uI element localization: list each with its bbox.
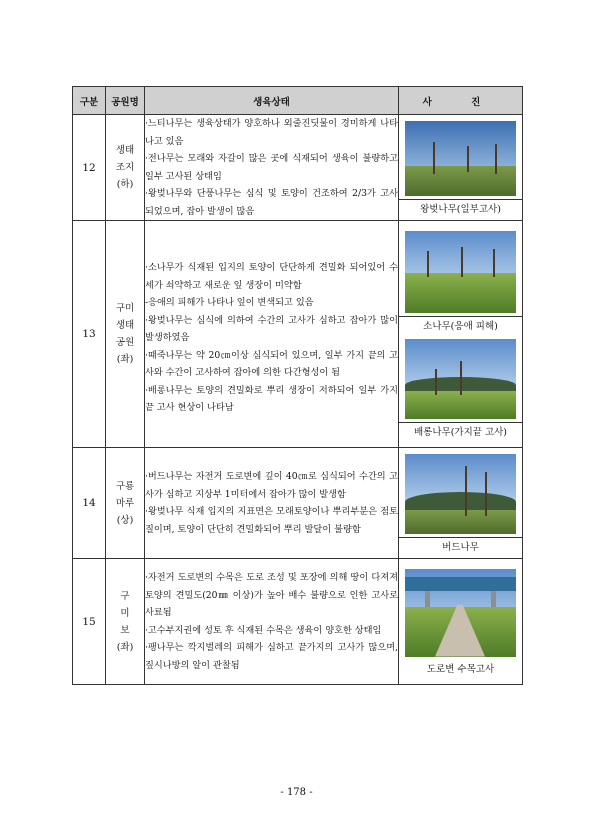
growth-status: [145, 448, 399, 559]
status-line: ·전나무는 모래와 자갈이 많은 곳에 식재되어 생육이 불량하고 일부 고사된 상태임: [145, 153, 398, 182]
photo-caption: 소나무(응애 피해): [399, 316, 522, 336]
row-number: 12: [73, 115, 106, 221]
tree-status-table: [72, 86, 523, 685]
status-line: ·배롱나무는 토양의 견밀화로 뿌리 생장이 저하되어 일부 가지 끝 고사 현상이 나타남: [145, 384, 398, 414]
photo-caption: 배롱나무(가지끝 고사): [399, 422, 522, 442]
row-number: 13: [73, 221, 106, 448]
growth-status: [145, 221, 399, 448]
status-line: ·왕벚나무는 심식에 의하여 수간의 고사가 심하고 잡아가 많이 발생하였음: [145, 314, 398, 344]
photo-cell: [399, 559, 523, 685]
photo-cell: [399, 221, 523, 448]
header-photo: 사 진: [399, 87, 523, 115]
tree-photo: [405, 121, 516, 196]
park-name: 구 미 보 (좌): [106, 559, 145, 685]
park-name: 구룡 마루 (상): [106, 448, 145, 559]
status-line: ·자전거 도로변의 수목은 도로 조성 및 포장에 의해 땅이 다져져 토양의 견밀도(20㎜ 이상)가 높아 배수 불량으로 인한 고사로 사료됨: [145, 572, 398, 618]
row-number: 15: [73, 559, 106, 685]
photo-caption: 도로변 수목고사: [426, 663, 495, 675]
table-row: [73, 448, 523, 559]
status-line: ·고수부지권에 성토 후 식재된 수목은 생육이 양호한 상태임: [145, 624, 382, 636]
tree-photo: [405, 339, 516, 419]
photo-caption: 버드나무: [399, 537, 522, 557]
status-line: -응애의 피해가 나타나 잎이 변색되고 있음: [145, 297, 314, 309]
table-row: [73, 559, 523, 685]
status-line: ·왕벚나무 식재 입지의 지표면은 모래토양이나 뿌리부분은 점토질이며, 토양이 단단히 견밀화되어 뿌리 발달이 불량함: [145, 506, 398, 535]
status-line: ·왕벚나무와 단풍나무는 심식 및 토양이 건조하여 2/3가 고사 되었으며, 잡아 발생이 많음: [145, 188, 398, 217]
page-number: - 178 -: [280, 787, 313, 798]
row-number: 14: [73, 448, 106, 559]
header-growth-status: 생육상태: [145, 87, 399, 115]
table-row: [73, 221, 523, 448]
header-category: 구분: [73, 87, 106, 115]
park-name: 생태 조지 (하): [106, 115, 145, 221]
table-row: [73, 115, 523, 221]
table-header-row: [73, 87, 523, 115]
growth-status: [145, 115, 399, 221]
tree-photo: [405, 569, 516, 657]
status-line: ·느티나무는 생육상태가 양호하나 외줄진딧물이 경미하게 나타나고 있음: [145, 118, 398, 147]
header-park-name: 공원명: [106, 87, 145, 115]
status-line: ·때죽나무는 약 20㎝이상 심식되어 있으며, 일부 가지 끝의 고사와 수간이 고사하여 잡아에 의한 다간형성이 됨: [145, 349, 398, 379]
photo-cell: [399, 115, 523, 221]
tree-photo: [405, 454, 516, 534]
tree-photo: [405, 231, 516, 313]
growth-status: [145, 559, 399, 685]
status-line: ·소나무가 식재된 입지의 토양이 단단하게 견밀화 되어있어 수세가 쇠약하고 새로운 잎 생장이 미약함: [145, 262, 398, 291]
status-line: ·팽나무는 깍지벌레의 피해가 심하고 끝가지의 고사가 많으며, 짚시나방의 알이 관찰됨: [145, 642, 398, 671]
status-line: ·버드나무는 자전거 도로변에 깊이 40㎝로 심식되어 수간의 고사가 심하고 지상부 1미터에서 잡아가 많이 발생함: [145, 471, 398, 500]
photo-caption: 왕벚나무(일부고사): [399, 199, 522, 219]
park-name: 구미 생태 공원 (좌): [106, 221, 145, 448]
photo-cell: [399, 448, 523, 559]
